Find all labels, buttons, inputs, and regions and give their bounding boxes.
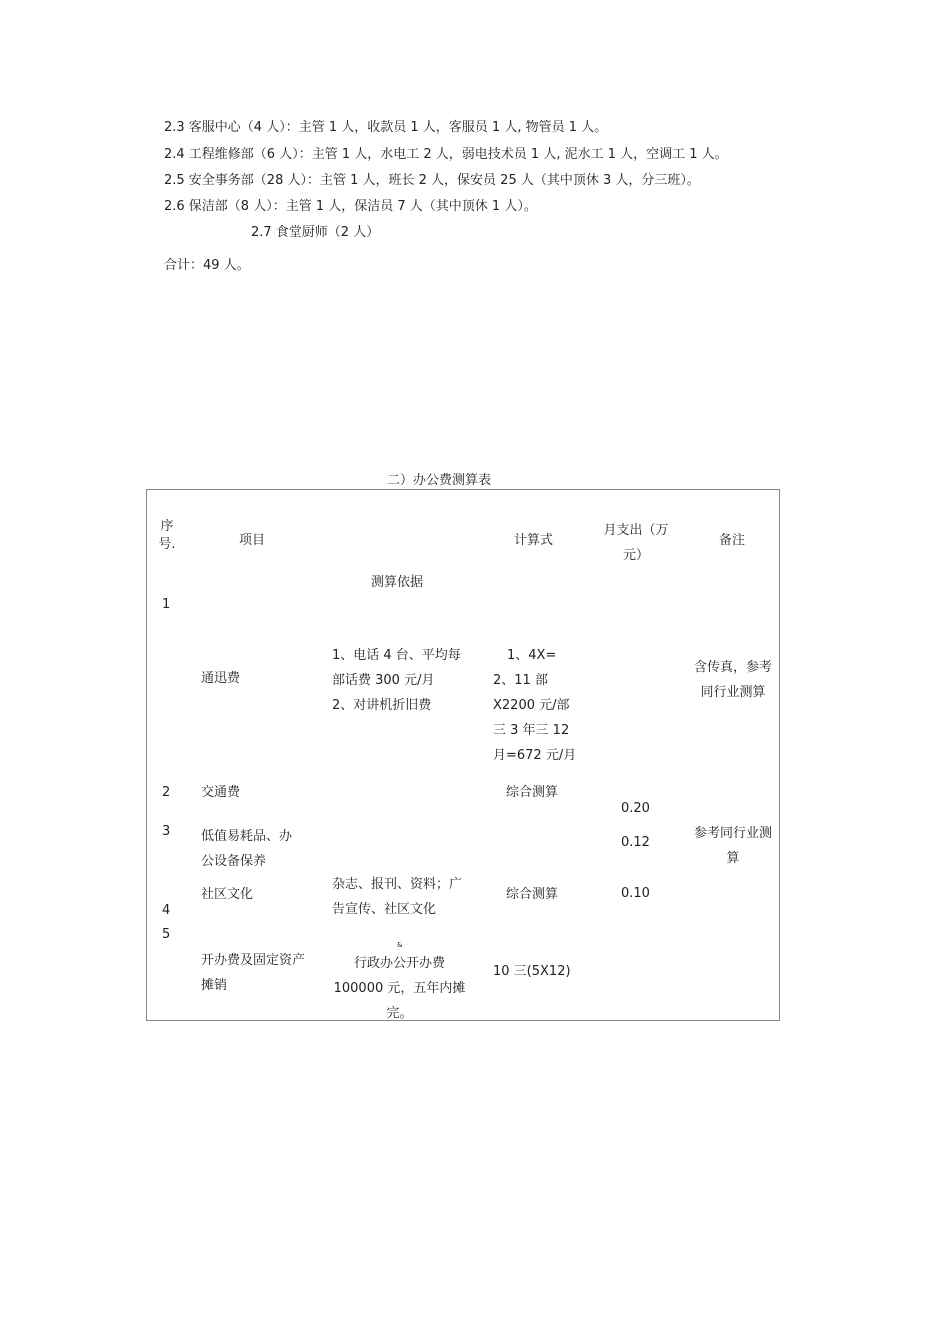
row4-basis-line2: 告宣传、社区文化 (332, 902, 437, 917)
row2-formula: 综合测算 (506, 785, 559, 800)
header-monthly (593, 518, 679, 568)
staff-line-2-7: 2.7 食堂厨师（2 人） (251, 225, 380, 240)
row5-basis-line2: 100000 元，五年内摊 (333, 981, 466, 996)
header-basis: 测算依据 (371, 575, 424, 590)
row3-seq: 3 (162, 824, 171, 839)
row1-formula-line1: 1、4X= (507, 648, 557, 663)
row5-basis (327, 951, 472, 1026)
header-seq-line2: 号. (158, 537, 176, 552)
staff-line-2-5: 2.5 安全事务部（28 人）：主管 1 人，班长 2 人，保安员 25 人（其中顶休 3 人，分三班）。 (164, 173, 700, 188)
row2-seq: 2 (162, 785, 171, 800)
header-monthly-line1: 月支出（万 (603, 523, 669, 538)
row4-item: 社区文化 (201, 887, 254, 902)
row5-item-line2: 摊销 (201, 978, 228, 993)
staff-line-2-4: 2.4 工程维修部（6 人）：主管 1 人，水电工 2 人，弱电技术员 1 人, 泥水工 1 人，空调工 1 人。 (164, 147, 728, 162)
header-seq (153, 518, 181, 554)
row1-formula-line4: 三 3 年三 12 (493, 723, 570, 738)
row1-basis-line1: 1、电话 4 台、平均每 (332, 648, 461, 663)
row2-item: 交通费 (201, 785, 241, 800)
row3-note-line2: 算 (726, 851, 740, 866)
row1-item: 通迅费 (201, 671, 241, 686)
row4-seq: 4 (162, 903, 171, 918)
row1-note-line1: 含传真，参考 (693, 660, 772, 675)
row1-basis-line3: 2、对讲机折旧费 (332, 698, 432, 713)
row3-item-line1: 低值易耗品、办 (201, 829, 293, 844)
row1-seq: 1 (162, 597, 171, 612)
row5-basis-line3: 完。 (386, 1006, 413, 1021)
staff-line-2-6: 2.6 保洁部（8 人）：主管 1 人，保洁员 7 人（其中顶休 1 人）。 (164, 199, 537, 214)
row5-mark: & (397, 941, 403, 949)
row1-basis (332, 643, 461, 718)
staff-line-2-3: 2.3 客服中心（4 人）：主管 1 人，收款员 1 人，客服员 1 人, 物管员 1 人。 (164, 120, 608, 135)
header-seq-line1: 序 (160, 519, 174, 534)
row3-monthly: 0.12 (621, 835, 650, 850)
row4-monthly: 0.10 (621, 886, 650, 901)
row5-item-line1: 开办费及固定资产 (201, 953, 306, 968)
row4-basis (332, 872, 462, 922)
row1-formula (493, 643, 576, 768)
row5-seq: 5 (162, 927, 171, 942)
row1-formula-line3: X2200 元/部 (493, 698, 570, 713)
header-formula: 计算式 (514, 533, 554, 548)
row5-formula: 10 三(5X12) (493, 964, 571, 979)
header-item: 项目 (239, 533, 266, 548)
row3-note-line1: 参考同行业测 (693, 826, 772, 841)
row1-formula-line5: 月=672 元/月 (493, 748, 577, 763)
row1-basis-line2: 部话费 300 元/月 (332, 673, 435, 688)
row1-formula-line2: 2、11 部 (493, 673, 548, 688)
row3-item (201, 824, 292, 874)
row4-basis-line1: 杂志、报刊、资料；广 (332, 877, 463, 892)
row1-note (683, 655, 783, 705)
header-monthly-line2: 元） (622, 548, 649, 563)
table-title: 二）办公费测算表 (387, 473, 492, 488)
row3-note (683, 821, 783, 871)
row5-basis-line1: 行政办公开办费 (353, 956, 445, 971)
row3-item-line2: 公设备保养 (201, 854, 267, 869)
row1-note-line2: 同行业测算 (700, 685, 766, 700)
office-expense-table (146, 489, 780, 1021)
row5-item (201, 948, 305, 998)
header-note: 备注 (719, 533, 746, 548)
row4-formula: 综合测算 (506, 887, 559, 902)
row2-monthly: 0.20 (621, 801, 650, 816)
staff-total: 合计：49 人。 (164, 258, 250, 273)
